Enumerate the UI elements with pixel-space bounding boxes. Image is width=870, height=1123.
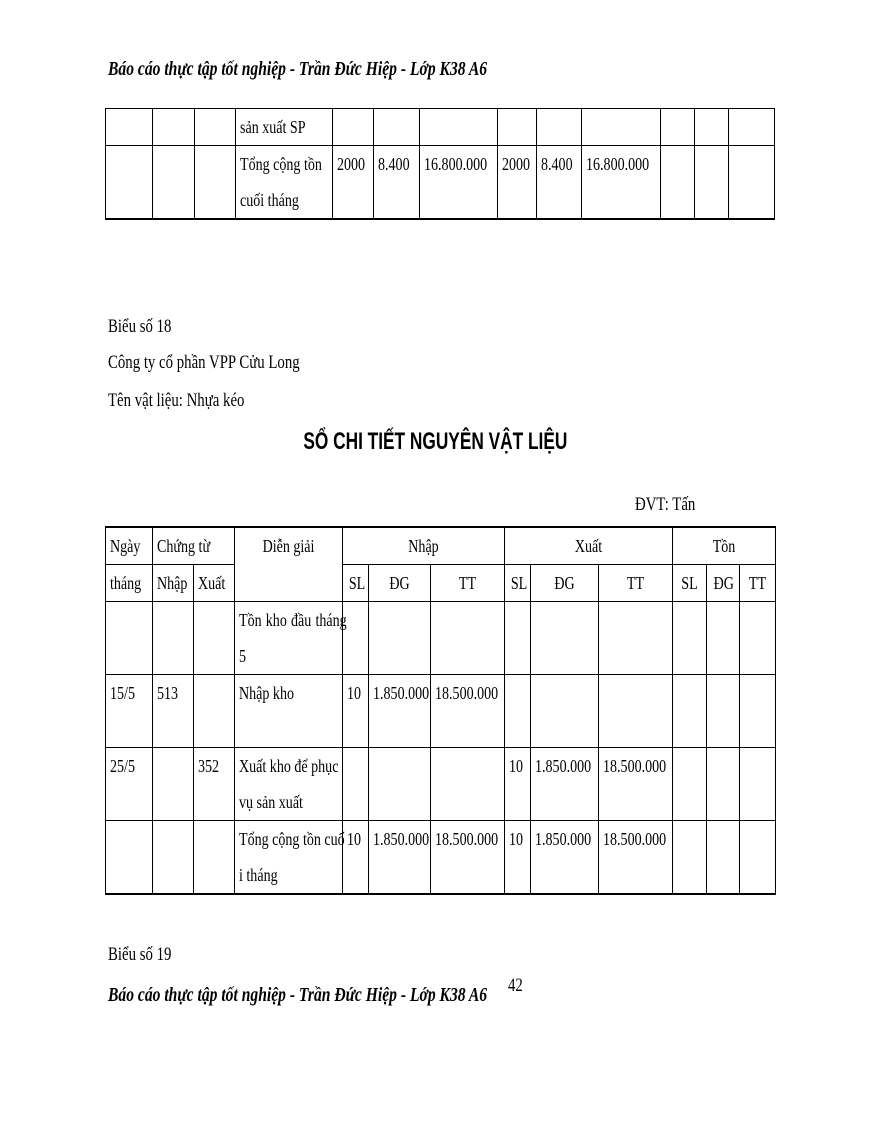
- table-cell: [333, 109, 374, 146]
- sub-header-out-tt: TT: [599, 565, 673, 602]
- cell-out-dg: 1.850.000: [531, 748, 599, 821]
- table-cell: sản xuất SP: [236, 109, 333, 146]
- table-row: [106, 675, 776, 748]
- cell-b-dg: [707, 602, 740, 675]
- unit-label: ĐVT: Tấn: [635, 494, 696, 515]
- cell-b-sl: [673, 748, 707, 821]
- cell-in-tt: 18.500.000: [431, 821, 505, 895]
- cell-in-dg: [369, 602, 431, 675]
- table-cell: [582, 109, 661, 146]
- cell-desc: Nhập kho: [235, 675, 343, 748]
- col-header-in: Nhập: [343, 527, 505, 565]
- cell-v-out: 352: [194, 748, 235, 821]
- cell-out-tt: 18.500.000: [599, 821, 673, 895]
- table-cell: [374, 109, 419, 146]
- material-name: Tên vật liệu: Nhựa kéo: [108, 390, 245, 411]
- cell-in-dg: 1.850.000: [369, 821, 431, 895]
- cell-out-dg: [531, 675, 599, 748]
- cell-out-sl: [505, 602, 531, 675]
- material-ledger-table: [105, 526, 776, 895]
- table-cell: 2000: [333, 146, 374, 220]
- cell-b-sl: [673, 821, 707, 895]
- cell-b-sl: [673, 675, 707, 748]
- sub-header-balance-tt: TT: [740, 565, 776, 602]
- table-cell: [194, 146, 235, 220]
- cell-out-tt: [599, 602, 673, 675]
- cell-in-sl: 10: [343, 675, 369, 748]
- top-table-row: [106, 109, 775, 146]
- table-cell: [728, 146, 774, 220]
- cell-in-sl: 10: [343, 821, 369, 895]
- cell-b-dg: [707, 821, 740, 895]
- cell-out-tt: 18.500.000: [599, 748, 673, 821]
- table-cell: 8.400: [536, 146, 581, 220]
- cell-date: 15/5: [106, 675, 153, 748]
- cell-in-dg: 1.850.000: [369, 675, 431, 748]
- table-cell: 16.800.000: [582, 146, 661, 220]
- col-header-description: Diễn giải: [235, 527, 343, 602]
- cell-v-out: [194, 821, 235, 895]
- cell-b-dg: [707, 748, 740, 821]
- col-header-date: Ngày: [106, 527, 153, 565]
- cell-v-in: [153, 602, 194, 675]
- cell-in-tt: [431, 748, 505, 821]
- cell-in-tt: 18.500.000: [431, 675, 505, 748]
- report-header: Báo cáo thực tập tốt nghiệp - Trần Đức Hiệp - Lớp K38 A6: [108, 58, 488, 80]
- table-cell: [106, 146, 153, 220]
- sub-header-balance-dg: ĐG: [707, 565, 740, 602]
- table-cell: [498, 109, 536, 146]
- cell-desc: Tổng cộng tồn cuối tháng: [235, 821, 343, 895]
- cell-date: 25/5: [106, 748, 153, 821]
- table-cell: [153, 146, 194, 220]
- table-cell: [728, 109, 774, 146]
- cell-b-tt: [740, 675, 776, 748]
- table-cell: Tổng cộng tồn cuối tháng: [236, 146, 333, 220]
- table-cell: [695, 146, 728, 220]
- cell-v-in: [153, 821, 194, 895]
- sub-header-date: tháng: [106, 565, 153, 602]
- table-cell: 2000: [498, 146, 536, 220]
- page-title: SỔ CHI TIẾT NGUYÊN VẬT LIỆU: [302, 428, 568, 455]
- table-row: [106, 602, 776, 675]
- col-header-balance: Tồn: [673, 527, 776, 565]
- cell-out-dg: 1.850.000: [531, 821, 599, 895]
- sub-header-in-tt: TT: [431, 565, 505, 602]
- sub-header-voucher-in: Nhập: [153, 565, 194, 602]
- cell-v-in: [153, 748, 194, 821]
- top-table-continuation: [105, 108, 775, 220]
- ledger-subheader-row: [106, 565, 776, 602]
- cell-desc: Xuất kho để phục vụ sản xuất: [235, 748, 343, 821]
- sub-header-in-dg: ĐG: [369, 565, 431, 602]
- sub-header-out-sl: SL: [505, 565, 531, 602]
- table-cell: 16.800.000: [419, 146, 498, 220]
- cell-in-tt: [431, 602, 505, 675]
- sub-header-in-sl: SL: [343, 565, 369, 602]
- cell-out-sl: [505, 675, 531, 748]
- cell-in-dg: [369, 748, 431, 821]
- sub-header-balance-sl: SL: [673, 565, 707, 602]
- cell-date: [106, 602, 153, 675]
- cell-date: [106, 821, 153, 895]
- top-table-row: [106, 146, 775, 220]
- table-cell: [536, 109, 581, 146]
- cell-b-tt: [740, 748, 776, 821]
- table-cell: [695, 109, 728, 146]
- table-cell: 8.400: [374, 146, 419, 220]
- sub-header-out-dg: ĐG: [531, 565, 599, 602]
- ledger-header-row: [106, 527, 776, 565]
- cell-out-sl: 10: [505, 821, 531, 895]
- cell-v-out: [194, 602, 235, 675]
- next-form-label: Biểu số 19: [108, 944, 172, 965]
- table-cell: [153, 109, 194, 146]
- table-cell: [194, 109, 235, 146]
- cell-b-tt: [740, 602, 776, 675]
- col-header-out: Xuất: [505, 527, 673, 565]
- table-cell: [419, 109, 498, 146]
- form-label: Biểu số 18: [108, 316, 172, 337]
- company-name: Công ty cổ phần VPP Cửu Long: [108, 352, 300, 373]
- cell-b-tt: [740, 821, 776, 895]
- page-number: 42: [508, 975, 523, 996]
- col-header-voucher: Chứng từ: [153, 527, 235, 565]
- cell-desc: Tồn kho đầu tháng 5: [235, 602, 343, 675]
- table-row: [106, 821, 776, 895]
- cell-out-dg: [531, 602, 599, 675]
- table-cell: [660, 109, 694, 146]
- cell-v-in: 513: [153, 675, 194, 748]
- cell-b-sl: [673, 602, 707, 675]
- table-cell: [106, 109, 153, 146]
- cell-out-tt: [599, 675, 673, 748]
- cell-v-out: [194, 675, 235, 748]
- cell-out-sl: 10: [505, 748, 531, 821]
- footer-cut-text: Báo cáo thực tập tốt nghiệp - Trần Đức Hiệp - Lớp K38 A6: [108, 984, 488, 1006]
- sub-header-voucher-out: Xuất: [194, 565, 235, 602]
- table-cell: [660, 146, 694, 220]
- table-row: [106, 748, 776, 821]
- cell-b-dg: [707, 675, 740, 748]
